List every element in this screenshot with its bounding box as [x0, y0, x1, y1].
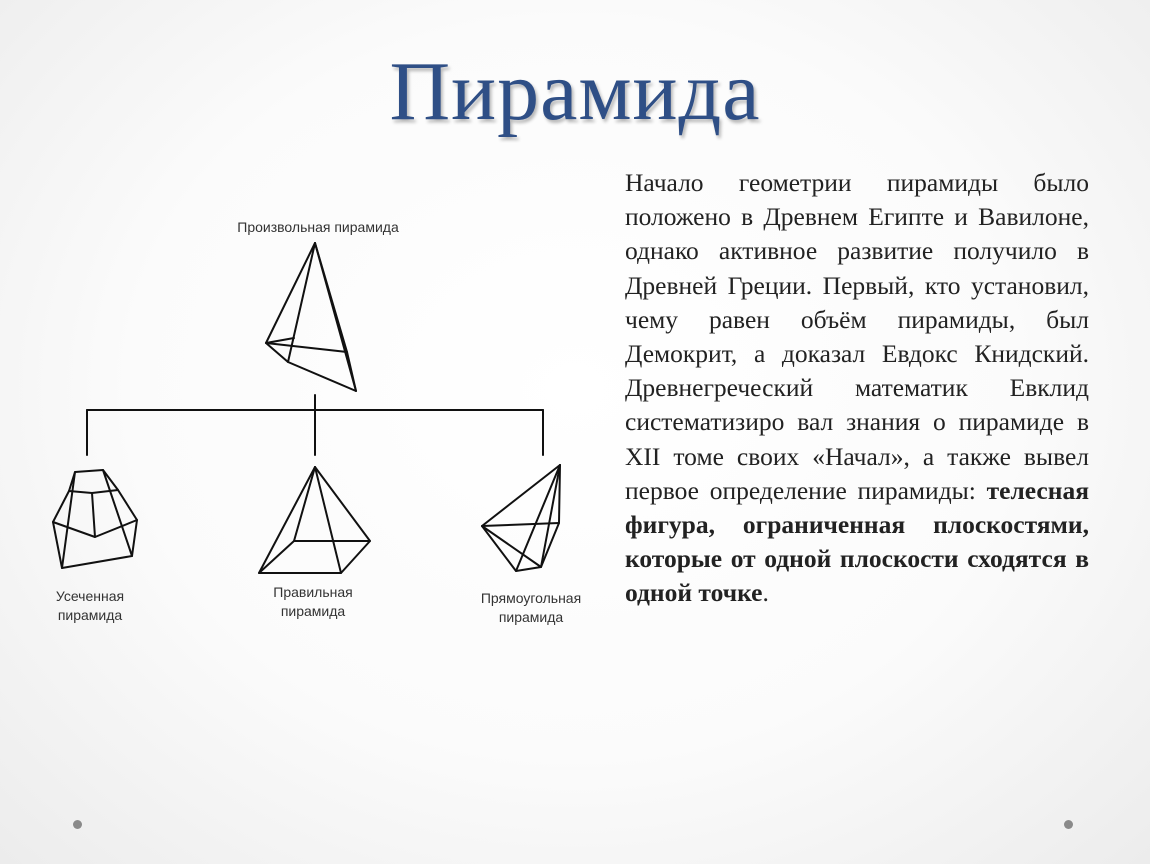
truncated-pyramid-label-line2: пирамида	[57, 607, 123, 623]
slide-title: Пирамида	[389, 45, 761, 138]
left-decor-dot	[73, 820, 82, 829]
tree-connectors	[87, 395, 543, 455]
arbitrary-pyramid-figure	[266, 243, 356, 391]
regular-pyramid-label-line2: пирамида	[280, 603, 346, 619]
right-pyramid-label-line1: Прямоугольная	[480, 590, 582, 606]
paragraph-text: Начало геометрии пирамиды было положено в Древнем Египте и Вавилоне, однако активное развитие получило в Древней Греции. Первый, кто установил, чему равен объём пирамиды, был Демокрит, а доказал Евдокс Книдский. Древнегреческий математик Евклид систематизиро вал знания о пирамиде в XII томе своих «Начал», а также вывел первое определение пирамиды:	[625, 168, 1089, 505]
truncated-pyramid-label-line1: Усеченная	[55, 588, 125, 604]
arbitrary-pyramid-label: Произвольная пирамида	[237, 219, 399, 235]
regular-pyramid-label-line1: Правильная	[273, 584, 353, 600]
truncated-pyramid-figure	[53, 470, 137, 568]
history-paragraph	[625, 166, 1089, 611]
right-pyramid-label-line2: пирамида	[498, 609, 564, 625]
right-decor-dot	[1064, 820, 1073, 829]
regular-pyramid-figure	[259, 467, 370, 573]
pyramid-definition: телесная фигура, ограниченная плоскостями, которые от одной плоскости сходятся в одной точке	[625, 475, 1089, 608]
right-pyramid-figure	[482, 465, 560, 571]
pyramid-types-diagram	[0, 190, 620, 650]
paragraph-end: .	[762, 578, 769, 608]
